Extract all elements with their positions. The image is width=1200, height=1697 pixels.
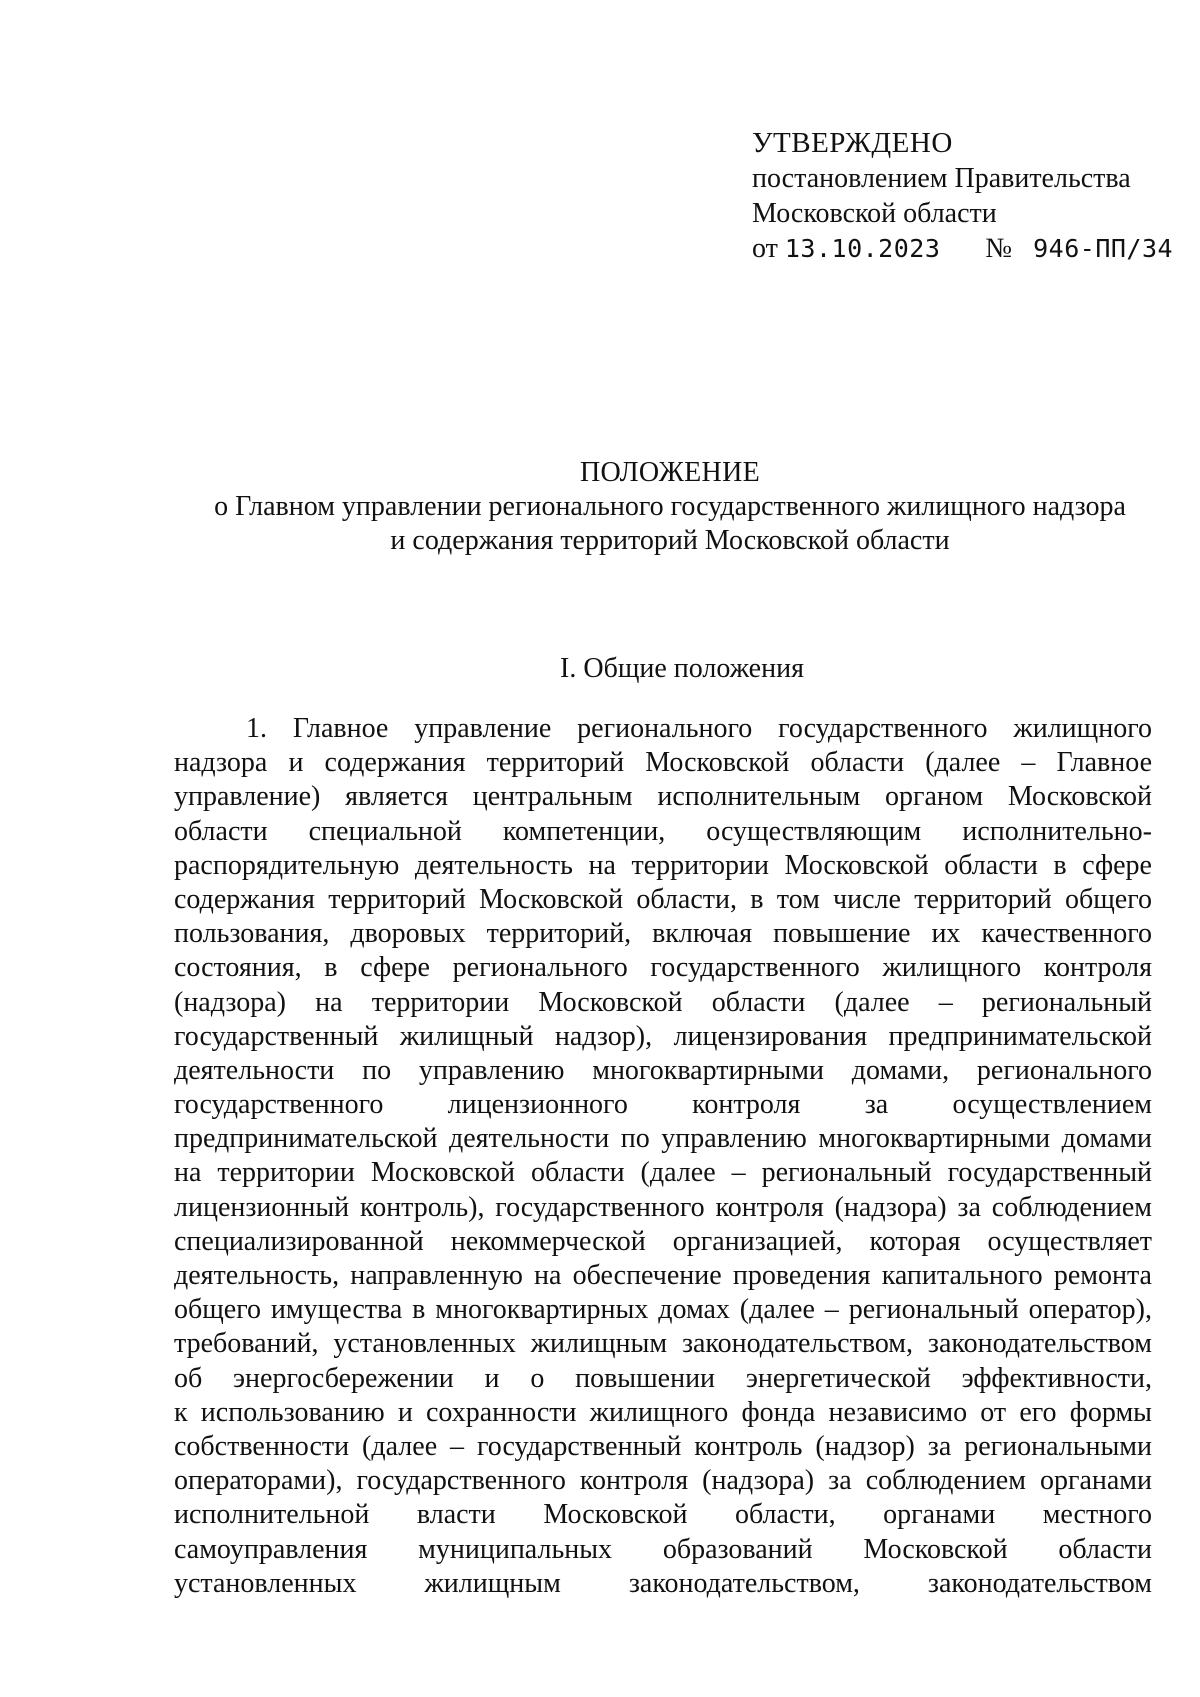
paragraph-line: государственный жилищный надзор), лицензирования предпринимательской <box>174 1020 1152 1052</box>
document-date: 13.10.2023 <box>784 234 941 263</box>
paragraph-line: области специальной компетенции, осуществляющим исполнительно- <box>174 815 1152 847</box>
number-sign: № <box>985 233 1013 264</box>
paragraph-line: операторами), государственного контроля (надзора) за соблюдением органами <box>174 1465 1152 1497</box>
document-subject-line2: и содержания территорий Московской области <box>390 525 950 556</box>
paragraph-line: 1. Главное управление регионального государственного жилищного <box>246 713 1152 744</box>
paragraph-line: общего имущества в многоквартирных домах (далее – региональный оператор), <box>174 1294 1152 1326</box>
paragraph-line: пользования, дворовых территорий, включая повышение их качественного <box>174 918 1152 950</box>
paragraph-line: управление) является центральным исполнительным органом Московской <box>174 781 1152 813</box>
paragraph-line: предпринимательской деятельности по управлению многоквартирными домами <box>174 1123 1152 1155</box>
paragraph-line: лицензионный контроль), государственного контроля (надзора) за соблюдением <box>174 1191 1152 1223</box>
paragraph-line: распорядительную деятельность на территории Московской области в сфере <box>174 849 1152 881</box>
approval-stamp-block <box>752 126 1173 266</box>
paragraph-line: деятельность, направленную на обеспечение проведения капитального ремонта <box>174 1260 1152 1291</box>
date-prefix: от <box>752 233 778 264</box>
paragraph-line: установленных жилищным законодательством, законодательством <box>174 1567 1152 1599</box>
paragraph-line: состояния, в сфере регионального государственного жилищного контроля <box>174 952 1152 984</box>
paragraph-line: содержания территорий Московской области, в том числе территорий общего <box>174 883 1152 915</box>
document-subject-line1: о Главном управлении регионального государственного жилищного надзора <box>214 491 1126 522</box>
paragraph-line: специализированной некоммерческой организацией, которая осуществляет <box>174 1225 1152 1257</box>
approval-authority-line2: Московской области <box>752 198 997 229</box>
paragraph-line: собственности (далее – государственный контроль (надзор) за региональными <box>174 1430 1152 1462</box>
paragraph-line: исполнительной власти Московской области, органами местного <box>174 1499 1152 1531</box>
paragraph-line: к использованию и сохранности жилищного фонда независимо от его формы <box>174 1396 1152 1428</box>
paragraph-line: государственного лицензионного контроля за осуществлением <box>174 1089 1152 1121</box>
section-title: I. Общие положения <box>560 653 804 684</box>
approval-authority-line1: постановлением Правительства <box>752 163 1131 194</box>
paragraph-line: об энергосбережении и о повышении энергетической эффективности, <box>174 1362 1152 1394</box>
paragraph-line: на территории Московской области (далее – региональный государственный <box>174 1157 1152 1189</box>
document-type-title: ПОЛОЖЕНИЕ <box>580 457 760 488</box>
paragraph-line: самоуправления муниципальных образований Московской области <box>174 1533 1152 1565</box>
document-heading <box>150 456 1190 558</box>
paragraph-line: надзора и содержания территорий Московской области (далее – Главное <box>174 747 1152 779</box>
paragraph-line: деятельности по управлению многоквартирными домами, регионального <box>174 1054 1152 1086</box>
document-number: 946-ПП/34 <box>1033 234 1174 263</box>
paragraph-line: (надзора) на территории Московской области (далее – региональный <box>174 986 1152 1018</box>
approved-label: УТВЕРЖДЕНО <box>752 127 953 159</box>
paragraph-1 <box>174 712 1152 1601</box>
approval-date-number-line <box>752 231 1173 266</box>
paragraph-line: требований, установленных жилищным законодательством, законодательством <box>174 1328 1152 1360</box>
